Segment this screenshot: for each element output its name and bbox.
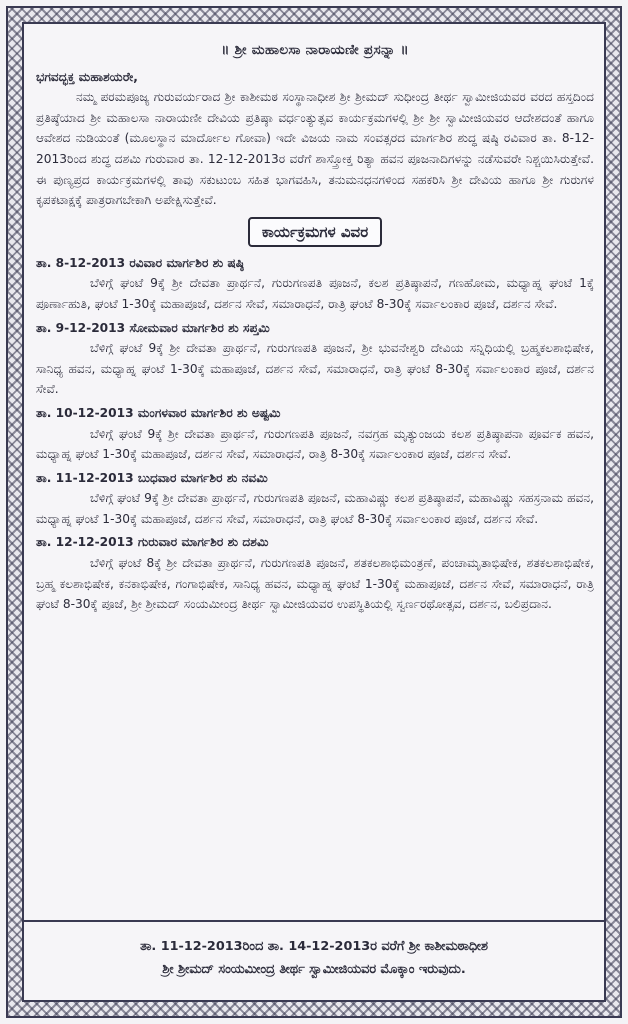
day-heading: ತಾ. 11-12-2013 ಬುಧವಾರ ಮಾರ್ಗಶಿರ ಶು ನವಮಿ [36, 470, 268, 485]
day-details: ಬೆಳಿಗ್ಗೆ ಘಂಟೆ 9ಕ್ಕೆ ಶ್ರೀ ದೇವತಾ ಪ್ರಾರ್ಥನೆ, ಗುರುಗಣಪತಿ ಪೂಜನೆ, ಮಹಾವಿಷ್ಣು ಕಲಶ ಪ್ರತಿಷ್ಠಾಪನೆ, ಮಹಾವಿಷ್ಣು ಸಹಸ್ರನಾಮ ಹವನ, ಮಧ್ಯಾಹ್ನ ಘಂಟೆ 1-30ಕ್ಕೆ ಮಹಾಪೂಜೆ, ದರ್ಶನ ಸೇವೆ, ಸಮಾರಾಧನೆ, ರಾತ್ರಿ ಘಂಟೆ 8-30ಕ್ಕೆ ಸರ್ವಾಲಂಕಾರ ಪೂಜೆ, ದರ್ಶನ ಸೇವೆ. [36, 491, 594, 526]
day-block-2 [36, 318, 594, 400]
program-heading: ಕಾರ್ಯಕ್ರಮಗಳ ವಿವರ [248, 217, 382, 247]
salutation: ಭಗವದ್ಭಕ್ತ ಮಹಾಶಯರೇ, [36, 69, 138, 84]
note-line-2: ಶ್ರೀ ಶ್ರೀಮದ್ ಸಂಯಮೀಂದ್ರ ತೀರ್ಥ ಸ್ವಾಮೀಜಿಯವರ ಮೊಕ್ಕಾಂ ಇರುವುದು. [162, 962, 466, 977]
day-details: ಬೆಳಿಗ್ಗೆ ಘಂಟೆ 9ಕ್ಕೆ ಶ್ರೀ ದೇವತಾ ಪ್ರಾರ್ಥನೆ, ಗುರುಗಣಪತಿ ಪೂಜನೆ, ಕಲಶ ಪ್ರತಿಷ್ಠಾಪನೆ, ಗಣಹೋಮ, ಮಧ್ಯಾಹ್ನ ಘಂಟೆ 1ಕ್ಕೆ ಪೂರ್ಣಾಹುತಿ, ಘಂಟೆ 1-30ಕ್ಕೆ ಮಹಾಪೂಜೆ, ದರ್ಶನ ಸೇವೆ, ಸಮಾರಾಧನೆ, ರಾತ್ರಿ ಘಂಟೆ 8-30ಕ್ಕೆ ಸರ್ವಾಲಂಕಾರ ಪೂಜೆ, ದರ್ಶನ ಸೇವೆ. [36, 276, 594, 311]
day-block-5 [36, 532, 594, 614]
day-heading: ತಾ. 12-12-2013 ಗುರುವಾರ ಮಾರ್ಗಶಿರ ಶು ದಶಮಿ [36, 535, 269, 550]
invitation-content [36, 30, 594, 618]
day-heading: ತಾ. 9-12-2013 ಸೋಮವಾರ ಮಾರ್ಗಶಿರ ಶು ಸಪ್ತಮಿ [36, 320, 270, 335]
program-heading-wrap [36, 217, 594, 247]
day-details: ಬೆಳಿಗ್ಗೆ ಘಂಟೆ 9ಕ್ಕೆ ಶ್ರೀ ದೇವತಾ ಪ್ರಾರ್ಥನೆ, ಗುರುಗಣಪತಿ ಪೂಜನೆ, ಶ್ರೀ ಭುವನೇಶ್ವರಿ ದೇವಿಯ ಸನ್ನಿಧಿಯಲ್ಲಿ ಬ್ರಹ್ಮಕಲಶಾಭಿಷೇಕ, ಸಾನಿಧ್ಯ ಹವನ, ಮಧ್ಯಾಹ್ನ ಘಂಟೆ 1-30ಕ್ಕೆ ಮಹಾಪೂಜೆ, ದರ್ಶನ ಸೇವೆ, ಸಮಾರಾಧನೆ, ರಾತ್ರಿ ಘಂಟೆ 8-30ಕ್ಕೆ ಸರ್ವಾಲಂಕಾರ ಪೂಜೆ, ದರ್ಶನ ಸೇವೆ. [36, 341, 594, 397]
note-line-1: ತಾ. 11-12-2013ರಿಂದ ತಾ. 14-12-2013ರ ವರೆಗೆ ಶ್ರೀ ಕಾಶೀಮಠಾಧೀಶ [140, 939, 488, 954]
day-heading: ತಾ. 8-12-2013 ರವಿವಾರ ಮಾರ್ಗಶಿರ ಶು ಷಷ್ಠಿ [36, 255, 245, 270]
day-details: ಬೆಳಿಗ್ಗೆ ಘಂಟೆ 8ಕ್ಕೆ ಶ್ರೀ ದೇವತಾ ಪ್ರಾರ್ಥನೆ, ಗುರುಗಣಪತಿ ಪೂಜನೆ, ಶತಕಲಶಾಭಿಮಂತ್ರಣೆ, ಪಂಚಾಮೃತಾಭಿಷೇಕ, ಶತಕಲಶಾಭಿಷೇಕ, ಬ್ರಹ್ಮ ಕಲಶಾಭಿಷೇಕ, ಕನಕಾಭಿಷೇಕ, ಗಂಗಾಭಿಷೇಕ, ಸಾನಿಧ್ಯ ಹವನ, ಮಧ್ಯಾಹ್ನ ಘಂಟೆ 1-30ಕ್ಕೆ ಮಹಾಪೂಜೆ, ದರ್ಶನ ಸೇವೆ, ಸಮಾರಾಧನೆ, ರಾತ್ರಿ ಘಂಟೆ 8-30ಕ್ಕೆ ಪೂಜೆ, ಶ್ರೀ ಶ್ರೀಮದ್ ಸಂಯಮೀಂದ್ರ ತೀರ್ಥ ಸ್ವಾಮೀಜಿಯವರ ಉಪಸ್ಥಿತಿಯಲ್ಲಿ ಸ್ವರ್ಣರಥೋತ್ಸವ, ದರ್ಶನ, ಬಲಿಪ್ರದಾನ. [36, 556, 594, 612]
day-block-4 [36, 468, 594, 530]
day-details: ಬೆಳಿಗ್ಗೆ ಘಂಟೆ 9ಕ್ಕೆ ಶ್ರೀ ದೇವತಾ ಪ್ರಾರ್ಥನೆ, ಗುರುಗಣಪತಿ ಪೂಜನೆ, ನವಗ್ರಹ ಮೃತ್ಯುಂಜಯ ಕಲಶ ಪ್ರತಿಷ್ಠಾಪನಾ ಪೂರ್ವಕ ಹವನ, ಮಧ್ಯಾಹ್ನ ಘಂಟೆ 1-30ಕ್ಕೆ ಮಹಾಪೂಜೆ, ದರ್ಶನ ಸೇವೆ, ಸಮಾರಾಧನೆ, ರಾತ್ರಿ 8-30ಕ್ಕೆ ಸರ್ವಾಲಂಕಾರ ಪೂಜೆ, ದರ್ಶನ ಸೇವೆ. [36, 426, 594, 462]
day-block-1 [36, 253, 594, 315]
page-title: ॥ ಶ್ರೀ ಮಹಾಲಸಾ ನಾರಾಯಣೀ ಪ್ರಸನ್ನಾ ॥ [221, 42, 409, 58]
intro-paragraph: ನಮ್ಮ ಪರಮಪೂಜ್ಯ ಗುರುವರ್ಯರಾದ ಶ್ರೀ ಕಾಶೀಮಠ ಸಂಸ್ಥಾನಾಧೀಶ ಶ್ರೀ ಶ್ರೀಮದ್ ಸುಧೀಂದ್ರ ತೀರ್ಥ ಸ್ವಾಮೀಜಿಯವರ ವರದ ಹಸ್ತದಿಂದ ಪ್ರತಿಷ್ಠೆಯಾದ ಶ್ರೀ ಮಹಾಲಸಾ ನಾರಾಯಣೀ ದೇವಿಯ ಪ್ರತಿಷ್ಠಾ ವರ್ಧಂತ್ಯುತ್ಸವ ಕಾರ್ಯಕ್ರಮಗಳಲ್ಲಿ ಶ್ರೀ ಶ್ರೀ ಸ್ವಾಮೀಜಿಯವರ ಆದೇಶದಂತೆ ಹಾಗೂ ಆವೇಶದ ನುಡಿಯಂತೆ (ಮೂಲಸ್ಥಾನ ಮಾರ್ದೋಲ ಗೋವಾ) ಇದೇ ವಿಜಯ ನಾಮ ಸಂವತ್ಸರದ ಮಾರ್ಗಶಿರ ಶುದ್ಧ ಷಷ್ಠಿ ರವಿವಾರ ತಾ. 8-12-2013ರಿಂದ ಶುದ್ಧ ದಶಮಿ ಗುರುವಾರ ತಾ. 12-12-2013ರ ವರೆಗೆ ಶಾಸ್ತ್ರೋಕ್ತ ರಿತ್ಯಾ ಹವನ ಪೂಜನಾದಿಗಳನ್ನು ನಡೆಸುವರೇ ನಿಶ್ಚಯಿಸಿರುತ್ತೇವೆ. ಈ ಪುಣ್ಯಪ್ರದ ಕಾರ್ಯಕ್ರಮಗಳಲ್ಲಿ ತಾವು ಸಕುಟುಂಬ ಸಹಿತ ಭಾಗವಹಿಸಿ, ತನುಮನಧನಗಳಿಂದ ಸಹಕರಿಸಿ ಶ್ರೀ ದೇವಿಯ ಹಾಗೂ ಶ್ರೀ ಗುರುಗಳ ಕೃಪಕಟಾಕ್ಷಕ್ಕೆ ಪಾತ್ರರಾಗಬೇಕಾಗಿ ಅಪೇಕ್ಷಿಸುತ್ತೇವೆ. [36, 90, 594, 208]
mokkam-note [22, 920, 606, 1002]
day-heading: ತಾ. 10-12-2013 ಮಂಗಳವಾರ ಮಾರ್ಗಶಿರ ಶು ಅಷ್ಟಮಿ [36, 405, 281, 420]
day-block-3 [36, 403, 594, 465]
